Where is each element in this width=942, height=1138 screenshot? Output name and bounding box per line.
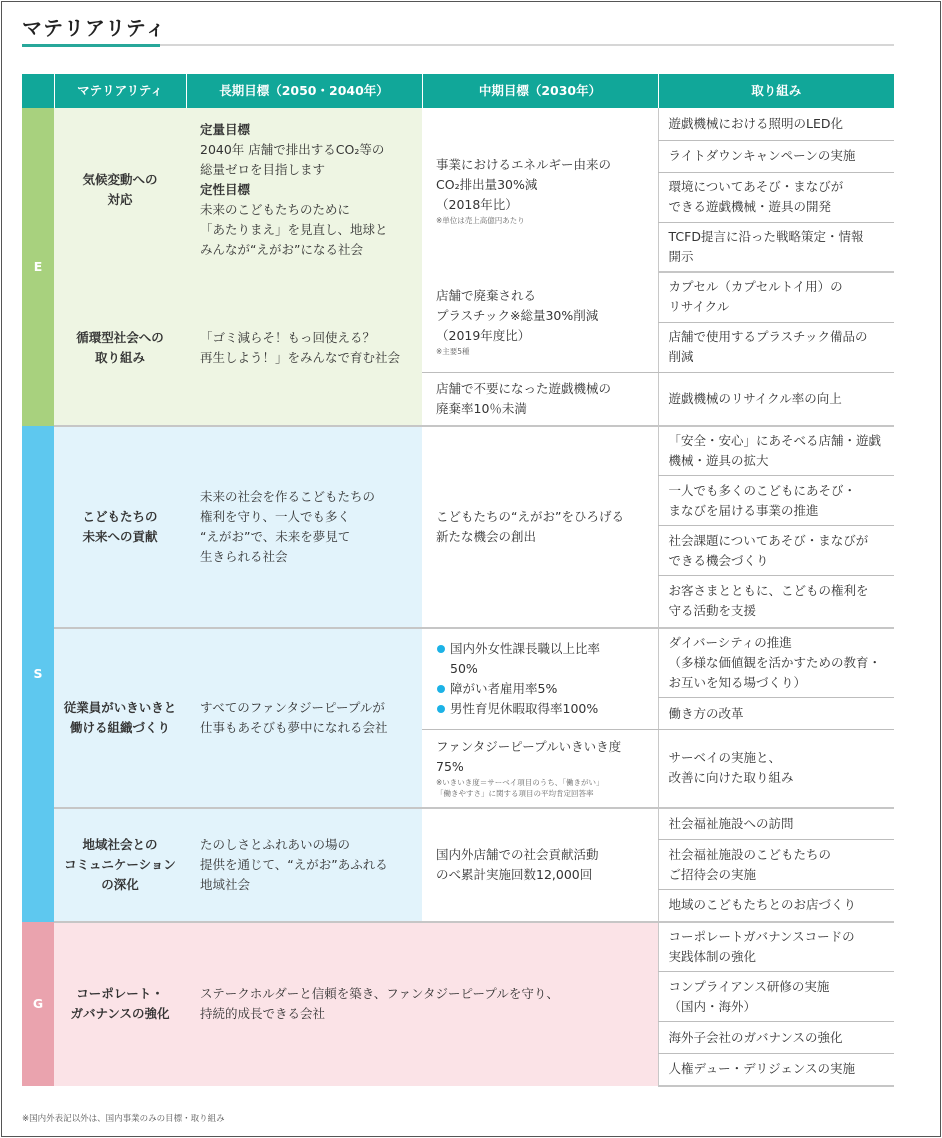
action-item: カプセル（カプセルトイ用）の リサイクル	[658, 272, 894, 322]
mid-term-children: こどもたちの“えがお”をひろげる 新たな機会の創出	[422, 426, 658, 628]
materiality-employees: 従業員がいきいきと 働ける組織づくり	[54, 628, 186, 808]
long-term-children: 未来の社会を作るこどもたちの 権利を守り、一人でも多く “えがお”で、未来を夢見て 生きられる社会	[186, 426, 422, 628]
kpi-bullet: 障がい者雇用率5%	[436, 679, 644, 699]
kpi-bullet: 国内外女性課長職以上比率 50%	[436, 639, 644, 679]
category-e: E	[22, 108, 54, 426]
footnote: ※国内外表記以外は、国内事業のみの目標・取り組み	[22, 1114, 225, 1124]
action-item: 働き方の改革	[658, 698, 894, 730]
action-item: TCFD提言に沿った戦略策定・情報 開示	[658, 222, 894, 272]
action-item: 人権デュー・デリジェンスの実施	[658, 1054, 894, 1086]
action-item: 地域のこどもたちとのお店づくり	[658, 890, 894, 922]
action-item: 社会福祉施設への訪問	[658, 808, 894, 840]
mid-term-employees-2: ファンタジーピープルいきいき度 75% ※いきいき度＝サーベイ項目のうち、「働きがい」 「働きやすさ」に関する項目の平均肯定回答率	[422, 730, 658, 808]
action-item: 一人でも多くのこどもにあそび・ まなびを届ける事業の推進	[658, 476, 894, 526]
mid-term-circular-2: 店舗で不要になった遊戯機械の 廃棄率10％未満	[422, 372, 658, 426]
materiality-children: こどもたちの 未来への貢献	[54, 426, 186, 628]
action-item: 社会福祉施設のこどもたちの ご招待会の実施	[658, 840, 894, 890]
materiality-community: 地域社会との コミュニケーション の深化	[54, 808, 186, 922]
action-item: 「安全・安心」にあそべる店舗・遊戯 機械・遊具の拡大	[658, 426, 894, 476]
mid-term-community: 国内外店舗での社会貢献活動 のべ累計実施回数12,000回	[422, 808, 658, 922]
action-item: サーベイの実施と、 改善に向けた取り組み	[658, 730, 894, 808]
header-mid-term: 中期目標（2030年）	[422, 74, 658, 108]
table-header-row	[22, 74, 894, 108]
header-materiality: マテリアリティ	[54, 74, 186, 108]
category-g: G	[22, 922, 54, 1086]
action-item: 社会課題についてあそび・まなびが できる機会づくり	[658, 526, 894, 576]
mid-term-employees-1	[422, 628, 658, 730]
header-actions: 取り組み	[658, 74, 894, 108]
action-item: 遊戯機械における照明のLED化	[658, 108, 894, 140]
table-row	[22, 628, 894, 698]
action-item: ライトダウンキャンペーンの実施	[658, 140, 894, 172]
action-item: コーポレートガバナンスコードの 実践体制の強化	[658, 922, 894, 972]
action-item: コンプライアンス研修の実施 （国内・海外）	[658, 972, 894, 1022]
title-accent-bar	[22, 44, 160, 47]
action-item: 店舗で使用するプラスチック備品の 削減	[658, 322, 894, 372]
header-blank	[22, 74, 54, 108]
action-item: ダイバーシティの推進 （多様な価値観を活かすための教育・ お互いを知る場づくり）	[658, 628, 894, 698]
header-long-term: 長期目標（2050・2040年）	[186, 74, 422, 108]
materiality-circular: 循環型社会への 取り組み	[54, 272, 186, 426]
materiality-table	[22, 74, 894, 1087]
materiality-climate: 気候変動への 対応	[54, 108, 186, 272]
mid-term-climate: 事業におけるエネルギー由来の CO₂排出量30%減 （2018年比） ※単位は売上高億円あたり	[422, 108, 658, 272]
table-row	[22, 272, 894, 322]
mid-term-circular-1: 店舗で廃棄される プラスチック※総量30%削減 （2019年度比） ※主要5種	[422, 272, 658, 372]
page-title: マテリアリティ	[22, 16, 167, 40]
table-row	[22, 426, 894, 476]
table-row	[22, 922, 894, 972]
category-s: S	[22, 426, 54, 922]
action-item: 遊戯機械のリサイクル率の向上	[658, 372, 894, 426]
action-item: 環境についてあそび・まなびが できる遊戯機械・遊具の開発	[658, 172, 894, 222]
table-row	[22, 108, 894, 140]
action-item: 海外子会社のガバナンスの強化	[658, 1022, 894, 1054]
long-term-community: たのしさとふれあいの場の 提供を通じて、“えがお”あふれる 地域社会	[186, 808, 422, 922]
long-term-climate: 定量目標 2040年 店舗で排出するCO₂等の 総量ゼロを目指します 定性目標 未来のこどもたちのために 「あたりまえ」を見直し、地球と みんなが“えがお”になる社会	[186, 108, 422, 272]
long-term-governance: ステークホルダーと信頼を築き、ファンタジーピープルを守り、 持続的成長できる会社	[186, 922, 658, 1086]
table-row	[22, 808, 894, 840]
materiality-governance: コーポレート・ ガバナンスの強化	[54, 922, 186, 1086]
long-term-employees: すべてのファンタジーピープルが 仕事もあそびも夢中になれる会社	[186, 628, 422, 808]
long-term-circular: 「ゴミ減らそ！もっ回使える？ 再生しよう！」をみんなで育む社会	[186, 272, 422, 426]
action-item: お客さまとともに、こどもの権利を 守る活動を支援	[658, 576, 894, 628]
kpi-bullet: 男性育児休暇取得率100%	[436, 699, 644, 719]
